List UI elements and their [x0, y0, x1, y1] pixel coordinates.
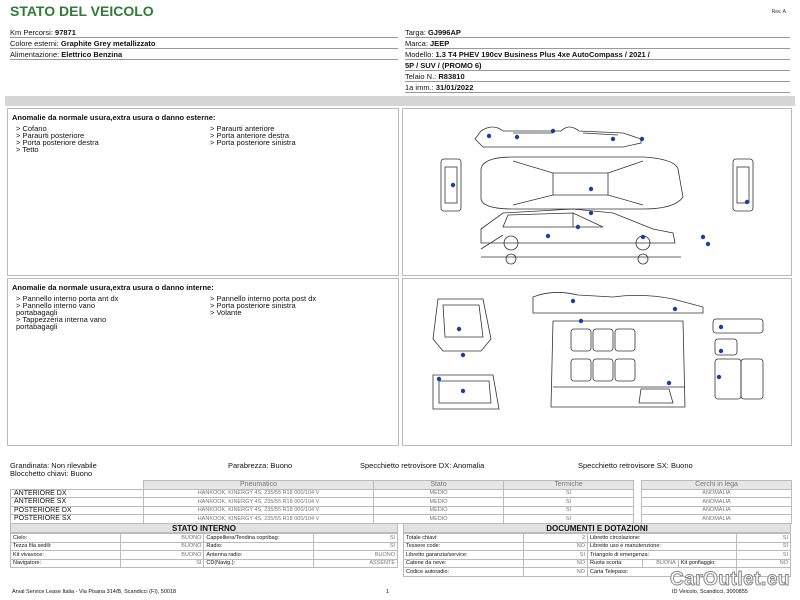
- parabrezza-line: Parabrezza: Buono: [228, 461, 293, 470]
- internal-damage-list-2: > Pannello interno porta post dx > Porta posteriore sinistra > Volante: [210, 294, 317, 317]
- modello-row-2: 5P / SUV / (PROMO 6): [405, 60, 790, 71]
- section-divider: [5, 96, 795, 106]
- stato-interno-title: STATO INTERNO: [10, 523, 398, 533]
- footer-right: ID Veicolo, Scandicci, 3000855: [672, 589, 748, 595]
- grandinata-line: Grandinata: Non rilevabile: [10, 461, 97, 470]
- colore-row: Colore esterni: Graphite Grey metallizzato: [10, 38, 398, 49]
- table-row: Catene da neve: NO Ruota scorta: BUONA Kit gonfiaggio: NO: [404, 559, 791, 568]
- table-row: Cielo: BUONO Cappelliera/Tendina copribag: SI: [11, 534, 398, 543]
- specchietto-dx-line: Specchietto retrovisore DX: Anomalia: [360, 461, 485, 470]
- alimentazione-row: Alimentazione: Elettrico Benzina: [10, 49, 398, 60]
- colore-value: Graphite Grey metallizzato: [60, 39, 156, 48]
- parabrezza-value: Buono: [270, 461, 293, 470]
- internal-damage-panel: [7, 278, 399, 446]
- alimentazione-value: Elettrico Benzina: [61, 50, 123, 59]
- telaio-value: R83810: [438, 72, 465, 81]
- marca-row: Marca: JEEP: [405, 38, 790, 49]
- table-row: Navigatore: SI CD(Navig.): ASSENTE: [11, 559, 398, 568]
- external-damage-panel: [7, 108, 399, 276]
- km-value: 97871: [55, 28, 76, 37]
- internal-damage-title: Anomalie da normale usura,extra usura o danno interne:: [12, 283, 214, 292]
- footer-address: Arval Service Lease Italia - Via Pisana 314/B, Scandicci (FI), 50018: [12, 589, 177, 595]
- km-row: Km Percorsi: 97871: [10, 27, 398, 38]
- table-row: Tessere code: NO Libretto uso e manutenzione: SI: [404, 542, 791, 551]
- table-row: POSTERIORE SX HANKOOK, KINERGY 4S, 235/55 R18 000/104 V MEDIO SI ANOMALIA: [11, 515, 792, 524]
- table-row: Codice autoradio: NO Carta Telepass:: [404, 568, 791, 577]
- footer-page: 1: [386, 589, 390, 595]
- documenti-title: DOCUMENTI E DOTAZIONI: [403, 523, 791, 533]
- table-row: Libretto garanzia/service: SI Triangolo di emergenza: SI: [404, 551, 791, 560]
- car-exterior-diagram: [403, 109, 791, 275]
- table-row: Totale chiavi: 2 Libretto circolazione: SI: [404, 534, 791, 543]
- specchietto-dx-value: Anomalia: [452, 461, 485, 470]
- telaio-row: Telaio N.: R83810: [405, 71, 790, 82]
- external-diagram-panel: [402, 108, 792, 276]
- blocchetto-value: Buono: [70, 469, 93, 478]
- table-row: Tezza fila sedili: BUONO Radio: SI: [11, 542, 398, 551]
- targa-row: Targa: GJ996AP: [405, 27, 790, 38]
- internal-diagram-panel: [402, 278, 792, 446]
- stato-interno-table: [10, 533, 398, 568]
- external-damage-list-2: > Paraurti anteriore > Porta anteriore destra > Porta posteriore sinistra: [210, 124, 296, 147]
- car-interior-diagram: [403, 279, 791, 445]
- immatricolazione-row: 1a imm.: 31/01/2022: [405, 82, 790, 93]
- targa-value: GJ996AP: [427, 28, 461, 37]
- external-damage-title: Anomalie da normale usura,extra usura o danno esterne:: [12, 113, 216, 122]
- immatricolazione-value: 31/01/2022: [435, 83, 474, 92]
- tyres-header: Pneumatico Stato Termiche Cerchi in lega: [11, 481, 792, 490]
- specchietto-sx-value: Buono: [670, 461, 693, 470]
- modello-row: Modello: 1.3 T4 PHEV 190cv Business Plus 4xe AutoCompass / 2021 /: [405, 49, 790, 60]
- watermark-logo: CarOutlet.eu: [669, 569, 790, 590]
- tyres-table: [10, 480, 792, 524]
- table-row: ANTERIORE SX HANKOOK, KINERGY 4S, 235/55 R18 000/104 V MEDIO SI ANOMALIA: [11, 498, 792, 507]
- grandinata-value: Non rilevabile: [51, 461, 97, 470]
- specchietto-sx-line: Specchietto retrovisore SX: Buono: [578, 461, 693, 470]
- external-damage-list-1: > Cofano > Paraurti posteriore > Porta posteriore destra > Tetto: [16, 124, 99, 154]
- table-row: Kit vivavoce: BUONO Antenna radio: BUONO: [11, 551, 398, 560]
- blocchetto-line: Blocchetto chiavi: Buono: [10, 469, 93, 478]
- marca-value: JEEP: [430, 39, 450, 48]
- page-title: STATO DEL VEICOLO: [10, 3, 154, 19]
- internal-damage-list-1: > Pannello interno porta ant dx > Pannello interno vano portabagagli > Tappezzeria interna vano portabagagli: [16, 294, 119, 331]
- table-row: ANTERIORE DX HANKOOK, KINERGY 4S, 235/55 R18 000/104 V MEDIO SI ANOMALIA: [11, 489, 792, 498]
- modello-value: 1.3 T4 PHEV 190cv Business Plus 4xe AutoCompass / 2021 /: [435, 50, 650, 59]
- revision-label: Rev. A: [771, 9, 786, 15]
- table-row: POSTERIORE DX HANKOOK, KINERGY 4S, 235/55 R18 000/104 V MEDIO SI ANOMALIA: [11, 506, 792, 515]
